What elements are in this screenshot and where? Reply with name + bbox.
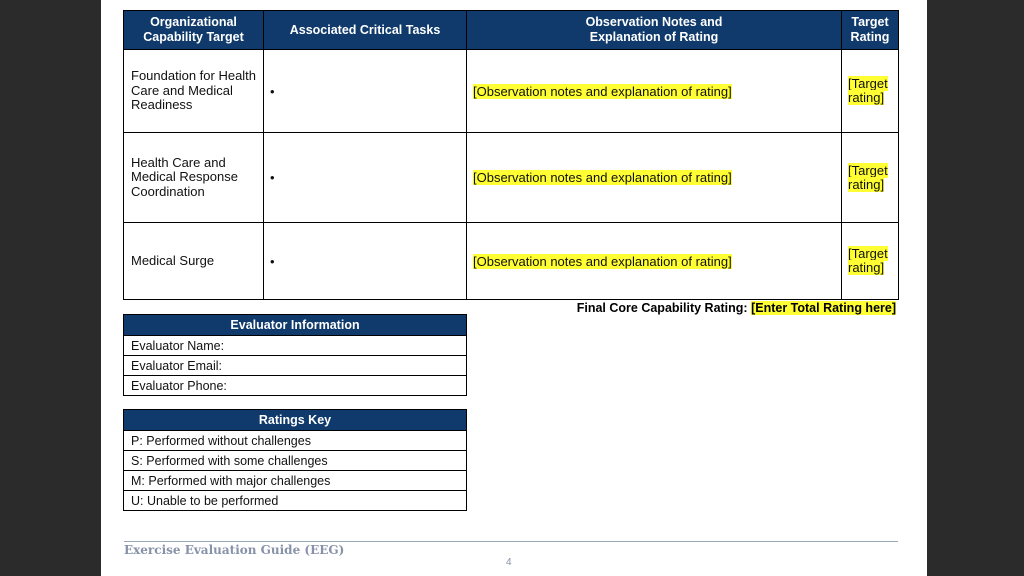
evaluator-name-field[interactable]: Evaluator Name:	[124, 336, 467, 356]
table-header-row	[124, 11, 899, 50]
rating-cell[interactable]	[842, 133, 899, 223]
evaluator-email-field[interactable]: Evaluator Email:	[124, 356, 467, 376]
ratings-key-item: U: Unable to be performed	[124, 491, 467, 511]
rating-placeholder: [Target rating]	[848, 246, 888, 275]
capability-cell: Medical Surge	[124, 223, 264, 300]
rating-cell[interactable]	[842, 50, 899, 133]
table-row	[124, 50, 899, 133]
final-rating-value[interactable]: [Enter Total Rating here]	[751, 301, 896, 315]
evaluator-table	[123, 314, 467, 396]
rating-placeholder: [Target rating]	[848, 162, 888, 192]
notes-cell[interactable]	[467, 223, 842, 300]
ratings-key-item: M: Performed with major challenges	[124, 471, 467, 491]
ratings-key-item: P: Performed without challenges	[124, 431, 467, 451]
tasks-bullet: •	[264, 50, 467, 133]
ratings-key-item: S: Performed with some challenges	[124, 451, 467, 471]
capability-cell: Foundation for Health Care and Medical Readiness	[124, 50, 264, 133]
ratings-key-header-row	[124, 410, 467, 431]
capability-table	[123, 10, 899, 300]
rating-cell[interactable]	[842, 223, 899, 300]
notes-placeholder: [Observation notes and explanation of rating]	[473, 253, 732, 269]
table-row	[124, 133, 899, 223]
header-rating: Target Rating	[842, 11, 899, 50]
notes-placeholder: [Observation notes and explanation of rating]	[473, 83, 732, 99]
header-capability: Organizational Capability Target	[124, 11, 264, 50]
evaluator-phone-field[interactable]: Evaluator Phone:	[124, 376, 467, 396]
tasks-bullet: •	[264, 133, 467, 223]
notes-placeholder: [Observation notes and explanation of rating]	[473, 170, 732, 185]
evaluator-title: Evaluator Information	[124, 315, 467, 336]
final-rating	[577, 301, 896, 315]
tasks-bullet: •	[264, 223, 467, 300]
final-rating-label: Final Core Capability Rating:	[576, 301, 748, 315]
ratings-key-title: Ratings Key	[124, 410, 467, 431]
notes-cell[interactable]	[467, 133, 842, 223]
capability-cell: Health Care and Medical Response Coordination	[124, 133, 264, 223]
notes-cell[interactable]	[467, 50, 842, 133]
table-row	[124, 223, 899, 300]
footer-divider	[124, 541, 898, 542]
evaluator-header-row	[124, 315, 467, 336]
header-notes: Observation Notes and Explanation of Rating	[467, 11, 842, 50]
document-page	[101, 0, 927, 576]
footer-title: Exercise Evaluation Guide (EEG)	[124, 543, 345, 557]
rating-placeholder: [Target rating]	[848, 76, 888, 105]
header-tasks: Associated Critical Tasks	[264, 11, 467, 50]
page-number: 4	[506, 557, 512, 568]
ratings-key-table	[123, 409, 467, 511]
